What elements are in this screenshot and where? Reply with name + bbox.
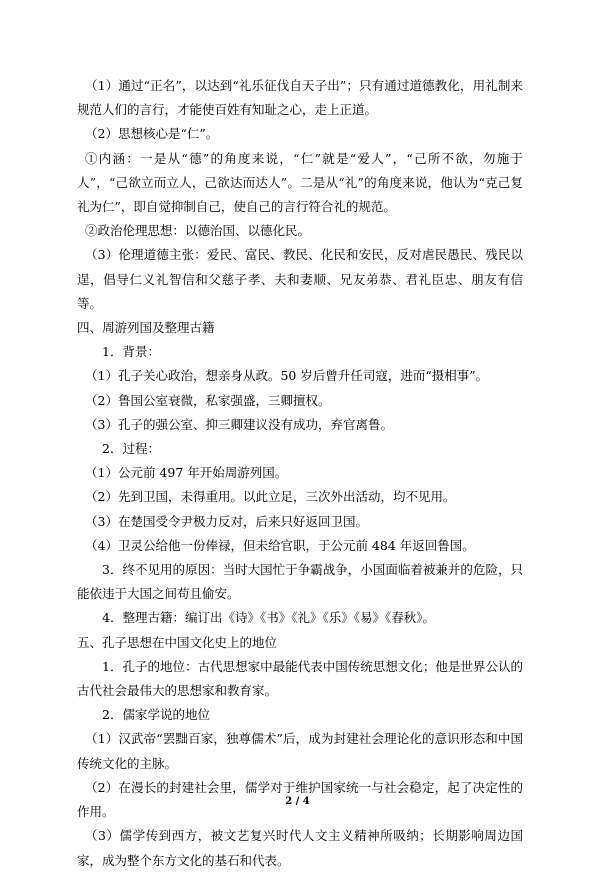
section-heading-travels: 四、周游列国及整理古籍 bbox=[77, 320, 215, 336]
paragraph-zhengming: （1）通过“正名”，以达到“礼乐征伐自天子出”；只有通过道德教化，用礼制来规范人们的言行，才能使百姓有知耻之心，走上正道。 bbox=[77, 78, 523, 118]
paragraph-moral-views: （3）伦理道德主张：爱民、富民、教民、化民和安民，反对虐民愚民、残民以逞，倡导仁义礼智信和父慈子孝、夫和妻顺、兄友弟恭、君礼臣忠、朋友有信等。 bbox=[77, 247, 523, 311]
paragraph-classics: 4．整理古籍：编订出《诗》《书》《礼》《乐》《易》《春秋》。 bbox=[102, 610, 435, 626]
paragraph-ren-meaning: ①内涵：一是从“德”的角度来说，“仁”就是“爱人”，“己所不欲，勿施于人”，“己欲立而立人，己欲达而达人”。二是从“礼”的角度来说，他认为“克己复礼为仁”，即自觉抑制自己，使自己的言行符合礼的规范。 bbox=[77, 150, 523, 215]
section-heading-status: 五、孔子思想在中国文化史上的地位 bbox=[77, 634, 278, 650]
paragraph-core-ren: （2）思想核心是“仁”。 bbox=[85, 126, 219, 142]
subheading-background: 1．背景： bbox=[102, 344, 160, 360]
list-item: （3）孔子的强公室、抑三卿建议没有成功，弃官离鲁。 bbox=[85, 416, 393, 432]
paragraph-political-ethics: ②政治伦理思想：以德治国、以德化民。 bbox=[85, 223, 311, 239]
paragraph-confucius-status: 1．孔子的地位：古代思想家中最能代表中国传统思想文化；他是世界公认的古代社会最伟大的思想家和教育家。 bbox=[77, 658, 523, 699]
subheading-process: 2．过程： bbox=[102, 441, 160, 457]
list-item: （2）鲁国公室衰微，私家强盛，三卿擅权。 bbox=[85, 392, 331, 408]
paragraph-reason: 3．终不见用的原因：当时大国忙于争霸战争，小国面临着被兼并的危险，只能依违于大国之间苟且偷安。 bbox=[77, 562, 523, 602]
list-item: （3）在楚国受令尹极力反对，后来只好返回卫国。 bbox=[85, 513, 368, 529]
list-item: （3）儒学传到西方，被文艺复兴时代人文主义精神所吸纳；长期影响周边国家，成为整个东方文化的基石和代表。 bbox=[77, 828, 523, 868]
body-text bbox=[77, 74, 523, 873]
list-item: （1）汉武帝“罢黜百家，独尊儒术”后，成为封建社会理论化的意识形态和中国传统文化的主脉。 bbox=[77, 731, 523, 771]
list-item: （2）先到卫国，未得重用。以此立足，三次外出活动，均不见用。 bbox=[85, 489, 456, 505]
list-item: （1）孔子关心政治，想亲身从政。50 岁后曾升任司寇，进而“摄相事”。 bbox=[85, 368, 489, 384]
list-item: （2）在漫长的封建社会里，儒学对于维护国家统一与社会稳定，起了决定性的作用。 bbox=[77, 779, 523, 820]
list-item: （1）公元前 497 年开始周游列国。 bbox=[85, 465, 288, 481]
list-item: （4）卫灵公给他一份俸禄，但未给官职，于公元前 484 年返回鲁国。 bbox=[85, 537, 475, 553]
page-number: 2 / 4 bbox=[285, 796, 310, 807]
subheading-confucianism-status: 2．儒家学说的地位 bbox=[102, 707, 210, 723]
